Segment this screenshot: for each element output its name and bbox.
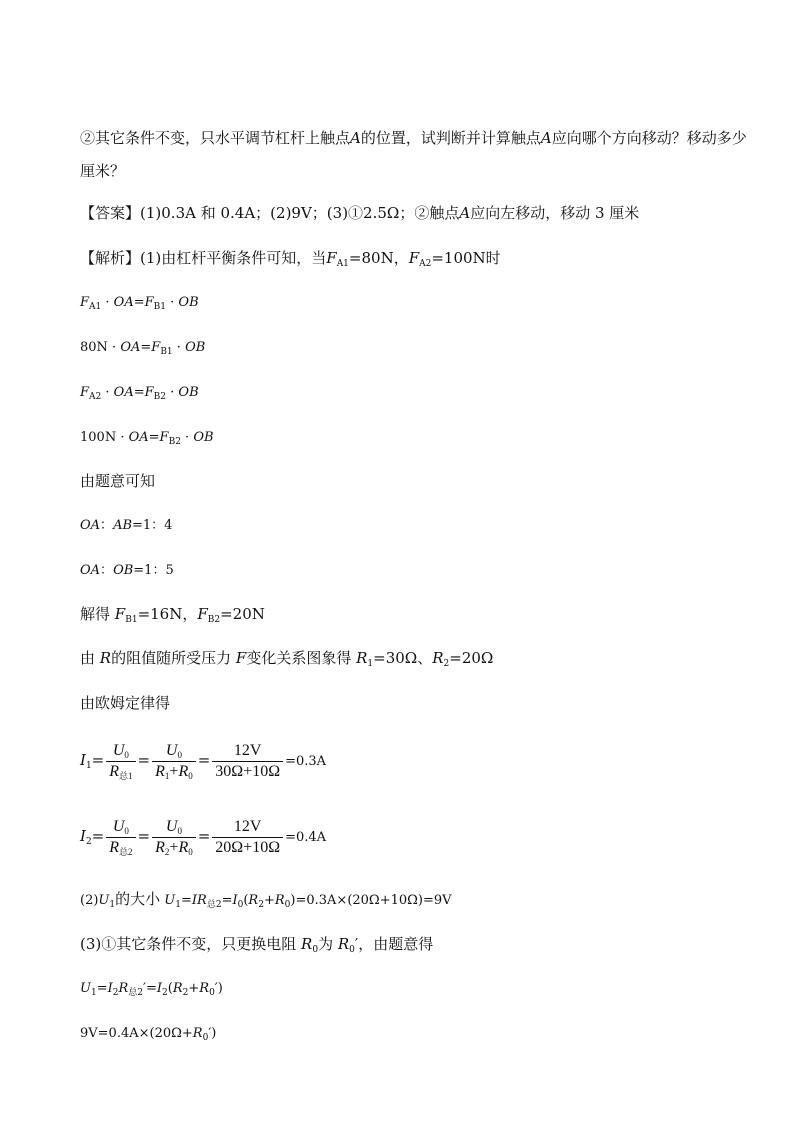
by-meaning-line: 由题意可知 [80,472,156,490]
fraction-values-2: $\frac{12V}{20\Omega+10\Omega}$ [212,818,283,857]
equation-2: $80N \cdot OA=F_{B1}$ · OB [80,340,206,357]
part-3-equation-2: $9V=0.4A\times(20\Omega+R_0')$ [80,1026,217,1043]
part-2-line: $(2)U_1$的大小 $U_1=IR_{总2}=I_0(R_2+R_0)=0.3A\times(20\Omega+10\Omega)=9V$ [80,890,452,910]
equation-1: $F_{A1} \cdot OA=F_{B1}$ · OB [80,295,199,312]
fraction-values-1: $\frac{12V}{30\Omega+10\Omega}$ [212,742,283,781]
question-line-1: ②其它条件不变，只水平调节杠杆上触点A的位置，试判断并计算触点A应向哪个方向移动？移动多少 [80,129,747,147]
solve-line: 解得 $F_{B1}=16N$，$F_{B2}=20N$ [80,605,265,625]
equation-4: $100N \cdot OA=F_{B2}$ · OB [80,430,214,447]
fraction-u0-over-sum-1: $\frac{U_0}{R_1+R_0}$ [152,742,196,781]
answer-line: 【答案】(1)0.3A 和 0.4A；(2)9V；(3)①2.5Ω；②触点A应向左移动，移动 3 厘米 [80,204,640,222]
fraction-u0-over-sum-2: $\frac{U_0}{R_2+R_0}$ [152,818,196,857]
fraction-equation-1: $I_1=$ $\frac{U_0}{R_{总1}}$ = $\frac{U_0}{R_1+R_0}$ = $\frac{12V}{30\Omega+10\Omega}$ =0.3A [80,741,327,781]
fraction-u0-over-r1: $\frac{U_0}{R_{总1}}$ [106,742,135,781]
ratio-line-1: OA：AB=1：4 [80,518,173,533]
graph-line: 由 R的阻值随所受压力 F变化关系图象得 $R_1=30\Omega$、$R_2=20\Omega$ [80,649,494,669]
analysis-intro: 【解析】(1)由杠杆平衡条件可知，当$F_{A1}=80N$，$F_{A2}=100N$时 [80,249,501,269]
ratio-line-2: OA：OB=1：5 [80,563,174,578]
fraction-u0-over-r2: $\frac{U_0}{R_{总2}}$ [106,818,135,857]
question-line-2: 厘米？ [80,162,126,180]
answer-label: 【答案】 [80,204,141,222]
equation-3: $F_{A2} \cdot OA=F_{B2}$ · OB [80,385,199,402]
part-3-equation-1: $U_1=I_2R_{总2}'=I_2(R_2+R_0')$ [80,981,223,998]
part-3-line: (3)①其它条件不变，只更换电阻 $R_0$为 $R_0'$，由题意得 [80,935,434,955]
ohm-line: 由欧姆定律得 [80,694,171,712]
analysis-label: 【解析】 [80,249,141,267]
fraction-equation-2: $I_2=$ $\frac{U_0}{R_{总2}}$ = $\frac{U_0}{R_2+R_0}$ = $\frac{12V}{20\Omega+10\Omega}$ =0.4A [80,817,327,857]
